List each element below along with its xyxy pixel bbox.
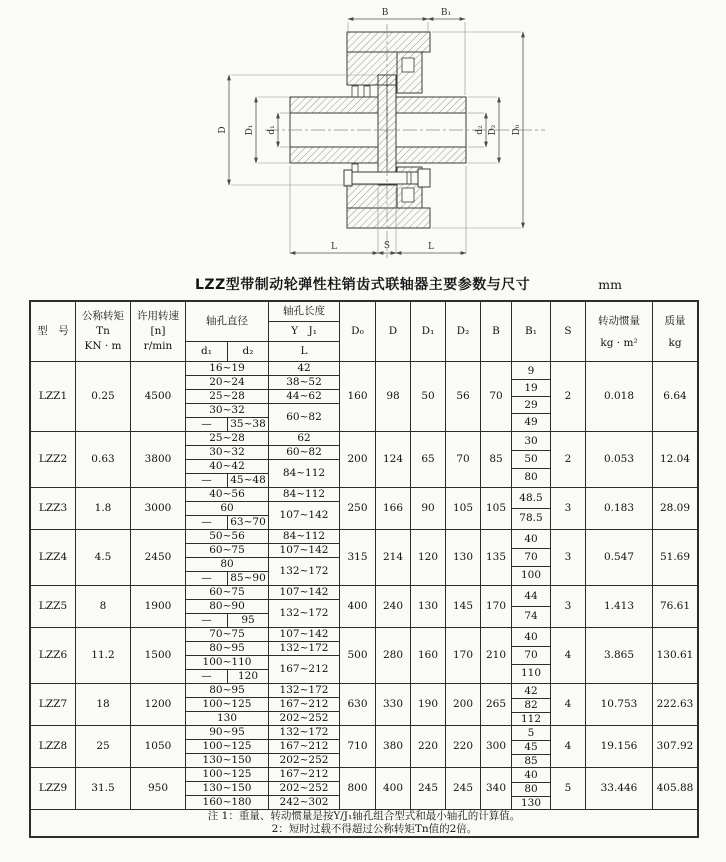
cell-speed: 2450: [131, 530, 186, 586]
cell-bore-range: 80~95: [186, 684, 269, 698]
cell-torque: 11.2: [76, 628, 131, 684]
col-header-B1: B₁: [512, 302, 551, 362]
cell-model: LZZ4: [31, 530, 76, 586]
cell-inertia: 19.156: [586, 726, 653, 768]
dim-label-d2: d₂: [475, 125, 485, 135]
cell-bore-range: 16~19: [186, 362, 269, 376]
cell-mass: 6.64: [653, 362, 698, 432]
cell-D: 166: [376, 488, 411, 530]
cell-bore-range: 80: [186, 558, 269, 572]
cell-mass: 12.04: [653, 432, 698, 488]
cell-length: 167~212: [269, 698, 340, 712]
cell-bore-range: 60~75: [186, 586, 269, 600]
cell-bore-range: 30~32: [186, 404, 269, 418]
title-row: [30, 274, 697, 296]
spec-row-LZZ3: [31, 488, 698, 502]
dim-label-D1: D₁: [245, 124, 255, 136]
unit-label: mm: [598, 277, 622, 292]
cell-S: 3: [551, 488, 586, 530]
spec-row-LZZ5: [31, 586, 698, 600]
cell-bore-range: 80~95: [186, 642, 269, 656]
cell-B: 135: [481, 530, 512, 586]
cell-length: 107~142: [269, 502, 340, 530]
cell-D0: 500: [340, 628, 376, 684]
cell-B: 70: [481, 362, 512, 432]
cell-bore-range: 100~125: [186, 768, 269, 782]
cell-length: 167~212: [269, 656, 340, 684]
spec-row-LZZ6: [31, 628, 698, 642]
cell-length: 107~142: [269, 544, 340, 558]
cell-B: 85: [481, 432, 512, 488]
cell-length: 202~252: [269, 782, 340, 796]
b1-value: 40: [512, 531, 550, 549]
cell-d1: —: [186, 418, 228, 432]
cell-D: 98: [376, 362, 411, 432]
cell-speed: 1500: [131, 628, 186, 684]
b1-value: 70: [512, 549, 550, 567]
col-header-L: L: [269, 342, 340, 362]
cell-S: 5: [551, 768, 586, 810]
cell-D2: 220: [446, 726, 481, 768]
col-header-YJ1: Y J₁: [269, 322, 340, 342]
cell-model: LZZ1: [31, 362, 76, 432]
spec-row-LZZ7: [31, 684, 698, 698]
cell-B1: [512, 432, 551, 488]
b1-value: 29: [512, 397, 550, 414]
cell-length: 132~172: [269, 726, 340, 740]
cell-length: 242~302: [269, 796, 340, 810]
col-header-torque: 公称转矩 Tn KN · m: [76, 302, 131, 362]
b1-value: 48.5: [512, 489, 550, 509]
cell-d1: —: [186, 474, 228, 488]
cell-D: 240: [376, 586, 411, 628]
col-header-D2: D₂: [446, 302, 481, 362]
cell-d2: 45~48: [228, 474, 269, 488]
cell-length: 62: [269, 432, 340, 446]
col-header-d1: d₁: [186, 342, 228, 362]
cell-bore-range: 40~56: [186, 488, 269, 502]
cell-D: 124: [376, 432, 411, 488]
cell-model: LZZ9: [31, 768, 76, 810]
cell-bore-range: 90~95: [186, 726, 269, 740]
b1-value: 40: [512, 769, 550, 783]
cell-length: 84~112: [269, 488, 340, 502]
cell-D2: 245: [446, 768, 481, 810]
cell-model: LZZ6: [31, 628, 76, 684]
b1-value: 82: [512, 699, 550, 713]
cell-length: 167~212: [269, 768, 340, 782]
cell-d2: 35~38: [228, 418, 269, 432]
cell-bore-range: 100~110: [186, 656, 269, 670]
cell-speed: 4500: [131, 362, 186, 432]
cell-B: 300: [481, 726, 512, 768]
b1-value: 70: [512, 647, 550, 665]
cell-bore-range: 100~125: [186, 698, 269, 712]
cell-bore-range: 100~125: [186, 740, 269, 754]
dim-label-B: B: [381, 8, 389, 18]
cell-B1: [512, 726, 551, 768]
cell-D2: 105: [446, 488, 481, 530]
spec-row-LZZ1: [31, 362, 698, 376]
cell-D1: 160: [411, 628, 446, 684]
cell-inertia: 0.547: [586, 530, 653, 586]
cell-d1: —: [186, 572, 228, 586]
cell-bore-range: 160~180: [186, 796, 269, 810]
page-title: LZZ型带制动轮弹性柱销齿式联轴器主要参数与尺寸: [195, 277, 531, 293]
cell-d2: 63~70: [228, 516, 269, 530]
cell-B: 170: [481, 586, 512, 628]
cell-D2: 56: [446, 362, 481, 432]
cell-D2: 145: [446, 586, 481, 628]
b1-value: 44: [512, 587, 550, 607]
cell-B1: [512, 488, 551, 530]
cell-length: 107~142: [269, 628, 340, 642]
cell-D1: 90: [411, 488, 446, 530]
b1-value: 9: [512, 363, 550, 380]
cell-B1: [512, 684, 551, 726]
cell-D1: 120: [411, 530, 446, 586]
cell-speed: 3800: [131, 432, 186, 488]
cell-model: LZZ3: [31, 488, 76, 530]
b1-value: 78.5: [519, 512, 543, 525]
cell-inertia: 3.865: [586, 628, 653, 684]
cell-S: 4: [551, 726, 586, 768]
b1-value: 80: [512, 783, 550, 797]
col-header-D: D: [376, 302, 411, 362]
cell-D: 380: [376, 726, 411, 768]
cell-length: 84~112: [269, 460, 340, 488]
b1-value: 85: [524, 754, 538, 767]
note-line-1: 注 1：重量、转动惯量是按Y/J₁轴孔组合型式和最小轴孔的计算值。: [207, 810, 521, 822]
cell-length: 44~62: [269, 390, 340, 404]
cell-D1: 245: [411, 768, 446, 810]
b1-value: 74: [524, 610, 538, 623]
spec-row-LZZ4: [31, 530, 698, 544]
spec-row-LZZ8: [31, 726, 698, 740]
cell-inertia: 10.753: [586, 684, 653, 726]
cell-mass: 51.69: [653, 530, 698, 586]
col-header-bore-length: 轴孔长度: [269, 302, 340, 322]
cell-d2: 120: [228, 670, 269, 684]
cell-torque: 18: [76, 684, 131, 726]
cell-d2: 95: [228, 614, 269, 628]
cell-d2: 85~90: [228, 572, 269, 586]
note-line-2: 2：短时过载不得超过公称转矩Tn值的2倍。: [271, 823, 478, 835]
cell-torque: 1.8: [76, 488, 131, 530]
col-header-mass: 质量 kg: [653, 302, 698, 362]
cell-D0: 200: [340, 432, 376, 488]
cell-inertia: 0.053: [586, 432, 653, 488]
dim-label-L-left: L: [331, 242, 337, 252]
cell-mass: 222.63: [653, 684, 698, 726]
cell-D2: 200: [446, 684, 481, 726]
cell-D1: 65: [411, 432, 446, 488]
cell-D2: 170: [446, 628, 481, 684]
cell-D0: 400: [340, 586, 376, 628]
cell-speed: 950: [131, 768, 186, 810]
cell-torque: 0.63: [76, 432, 131, 488]
dim-label-D: D: [218, 126, 228, 134]
cell-D: 280: [376, 628, 411, 684]
table-header: [31, 302, 698, 362]
cell-mass: 130.61: [653, 628, 698, 684]
cell-speed: 3000: [131, 488, 186, 530]
cell-D1: 190: [411, 684, 446, 726]
cell-B1: [512, 768, 551, 810]
spec-row-LZZ9: [31, 768, 698, 782]
spec-table: [30, 301, 698, 837]
cell-D0: 315: [340, 530, 376, 586]
b1-value: 42: [512, 685, 550, 699]
spec-row-LZZ2: [31, 432, 698, 446]
cell-length: 60~82: [269, 404, 340, 432]
cell-B1: [512, 586, 551, 628]
cell-speed: 1050: [131, 726, 186, 768]
cell-B: 210: [481, 628, 512, 684]
cell-bore-range: 130: [186, 712, 269, 726]
cell-inertia: 33.446: [586, 768, 653, 810]
cell-torque: 4.5: [76, 530, 131, 586]
cell-length: 38~52: [269, 376, 340, 390]
cell-length: 202~252: [269, 712, 340, 726]
dim-label-L-right: L: [428, 242, 434, 252]
cell-model: LZZ7: [31, 684, 76, 726]
dim-label-S: S: [383, 241, 391, 251]
b1-value: 40: [512, 629, 550, 647]
cell-bore-range: 50~56: [186, 530, 269, 544]
col-header-D1: D₁: [411, 302, 446, 362]
cell-torque: 8: [76, 586, 131, 628]
cell-d1: —: [186, 516, 228, 530]
cell-speed: 1900: [131, 586, 186, 628]
b1-value: 110: [520, 667, 542, 680]
b1-value: 19: [512, 380, 550, 397]
cell-D: 214: [376, 530, 411, 586]
cell-D: 330: [376, 684, 411, 726]
cell-length: 132~172: [269, 600, 340, 628]
cell-S: 2: [551, 432, 586, 488]
cell-torque: 0.25: [76, 362, 131, 432]
cell-B1: [512, 628, 551, 684]
cell-bore-range: 40~42: [186, 460, 269, 474]
cell-D1: 50: [411, 362, 446, 432]
cell-speed: 1200: [131, 684, 186, 726]
cell-D0: 630: [340, 684, 376, 726]
cell-bore-range: 80~90: [186, 600, 269, 614]
b1-value: 50: [512, 451, 550, 469]
cell-D2: 130: [446, 530, 481, 586]
cell-length: 132~172: [269, 558, 340, 586]
cell-bore-range: 25~28: [186, 432, 269, 446]
cell-B1: [512, 362, 551, 432]
cell-S: 4: [551, 684, 586, 726]
b1-value: 100: [520, 569, 542, 582]
col-header-S: S: [551, 302, 586, 362]
cell-B: 105: [481, 488, 512, 530]
cell-S: 3: [551, 586, 586, 628]
cell-length: 60~82: [269, 446, 340, 460]
cell-B1: [512, 530, 551, 586]
col-header-bore-diameter: 轴孔直径: [186, 302, 269, 342]
b1-value: 5: [512, 727, 550, 741]
b1-value: 49: [524, 415, 538, 428]
cell-B: 340: [481, 768, 512, 810]
cell-length: 167~212: [269, 740, 340, 754]
cell-mass: 405.88: [653, 768, 698, 810]
cell-S: 3: [551, 530, 586, 586]
dim-label-B1: B₁: [440, 8, 452, 18]
notes-row: [31, 810, 698, 837]
b1-value: 130: [520, 796, 542, 809]
col-header-model: 型 号: [31, 302, 76, 362]
dim-label-D0: D₀: [512, 124, 522, 136]
col-header-d2: d₂: [228, 342, 269, 362]
col-header-speed: 许用转速 [n] r/min: [131, 302, 186, 362]
dim-label-D2: D₂: [488, 124, 498, 136]
cell-D1: 130: [411, 586, 446, 628]
cell-torque: 31.5: [76, 768, 131, 810]
b1-value: 80: [524, 471, 538, 484]
cell-model: LZZ5: [31, 586, 76, 628]
cell-bore-range: 20~24: [186, 376, 269, 390]
cell-bore-range: 30~32: [186, 446, 269, 460]
cell-bore-range: 130~150: [186, 782, 269, 796]
cell-bore-range: 60~75: [186, 544, 269, 558]
cell-D: 400: [376, 768, 411, 810]
table-body: [31, 362, 698, 810]
cell-D2: 70: [446, 432, 481, 488]
cell-B: 265: [481, 684, 512, 726]
cell-D0: 800: [340, 768, 376, 810]
cell-S: 2: [551, 362, 586, 432]
b1-value: 30: [512, 433, 550, 451]
cell-torque: 25: [76, 726, 131, 768]
cell-length: 84~112: [269, 530, 340, 544]
cell-D0: 160: [340, 362, 376, 432]
cell-S: 4: [551, 628, 586, 684]
cell-length: 132~172: [269, 642, 340, 656]
cell-bore-range: 25~28: [186, 390, 269, 404]
cell-bore-range: 60: [186, 502, 269, 516]
cell-bore-range: 130~150: [186, 754, 269, 768]
cell-D1: 220: [411, 726, 446, 768]
cell-inertia: 1.413: [586, 586, 653, 628]
cell-inertia: 0.018: [586, 362, 653, 432]
cell-model: LZZ2: [31, 432, 76, 488]
cell-D0: 710: [340, 726, 376, 768]
dim-label-d1: d₁: [267, 125, 277, 135]
cell-model: LZZ8: [31, 726, 76, 768]
cell-length: 107~142: [269, 586, 340, 600]
cell-mass: 307.92: [653, 726, 698, 768]
cell-mass: 28.09: [653, 488, 698, 530]
coupling-technical-drawing: [0, 0, 726, 272]
col-header-inertia: 转动惯量 kg · m²: [586, 302, 653, 362]
cell-D0: 250: [340, 488, 376, 530]
cell-d1: —: [186, 614, 228, 628]
cell-length: 132~172: [269, 684, 340, 698]
col-header-B: B: [481, 302, 512, 362]
cell-mass: 76.61: [653, 586, 698, 628]
cell-length: 42: [269, 362, 340, 376]
b1-value: 45: [512, 741, 550, 755]
b1-value: 112: [520, 712, 542, 725]
cell-bore-range: 70~75: [186, 628, 269, 642]
cell-inertia: 0.183: [586, 488, 653, 530]
col-header-D0: D₀: [340, 302, 376, 362]
cell-length: 202~252: [269, 754, 340, 768]
cell-d1: —: [186, 670, 228, 684]
